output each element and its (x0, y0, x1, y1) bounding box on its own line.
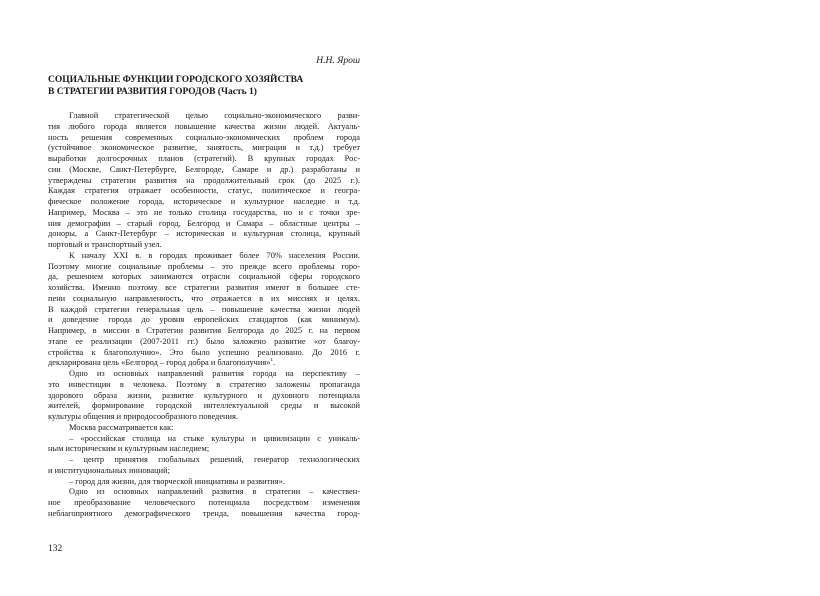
body-line: Каждая стратегия отражает особенности, статус, политическое и геогра- (48, 186, 360, 196)
list-item-line: – «российская столица на стыке культуры и цивилизации с уникаль- (69, 433, 360, 443)
article-body (48, 111, 360, 520)
body-line: (устойчивое экономическое развитие, занятость, миграция и т.д.) требует (48, 143, 360, 153)
body-line: Например, в миссии в Стратегии развития Белгорода до 2025 г. на первом (48, 326, 360, 335)
body-line: Одно из основных направлений развития города на перспективу – (69, 369, 360, 378)
body-line: выработки долгосрочных планов (стратегий). В крупных городах Рос- (48, 154, 360, 163)
body-line: ность решения современных социально-экономических проблем города (48, 132, 360, 142)
body-line: стройства к благополучию». Это было успешно реализовано. До 2016 г. (48, 347, 360, 357)
article-title-line: В СТРАТЕГИИ РАЗВИТИЯ ГОРОДОВ (Часть 1) (48, 86, 257, 97)
article-title (48, 75, 360, 98)
list-item-line: ным историческим и культурным наследием; (48, 444, 210, 454)
body-line: Москва рассматривается как: (69, 422, 174, 432)
list-item-line: и институциональных инноваций; (48, 465, 170, 475)
body-line: утверждены стратегии развития на продолжительный срок (до 2025 г.). (48, 175, 360, 185)
body-line: Одно из основных направлений развития в стратегии – качествен- (69, 487, 360, 497)
body-line: Например, Москва – это не только столица государства, но и с точки зре- (48, 207, 360, 217)
body-line: жителей, формирование городской интеллектуальной среды и высокой (48, 401, 360, 411)
body-line: культуры общения и природосообразного поведения. (48, 412, 238, 421)
body-line: пени социальную направленность, что отражается в их миссиях и целях. (48, 293, 360, 303)
body-line: Поэтому многие социальные проблемы – это прежде всего проблемы горо- (48, 261, 360, 271)
body-line: неблагоприятного демографического тренда, повышения качества город- (48, 508, 360, 518)
body-line: да, решением которых занимаются отрасли социальной сферы городского (48, 272, 360, 282)
body-line: ное преобразование человеческого потенциала посредством изменения (48, 498, 360, 507)
body-line: В каждой стратегии генеральная цель – повышение качества жизни людей (48, 304, 360, 314)
list-item-line: – центр принятия глобальных решений, генератор технологических (69, 455, 360, 464)
body-line: хозяйства. Именно поэтому все стратегии развития имеют в большее сте- (48, 283, 360, 292)
body-line: и доведение города до уровня европейских стандартов (как минимум). (48, 315, 360, 325)
running-head-author: Н.Н. Ярош (316, 56, 360, 66)
body-line: Главной стратегической целью социально-экономического разви- (69, 111, 360, 120)
body-line: портовый и транспортный узел. (48, 240, 162, 249)
body-line: К началу XXI в. в городах проживает более 70% населения России. (69, 250, 360, 260)
footnote-mark: 1 (270, 358, 274, 364)
body-line: это инвестиции в человека. Поэтому в стратегию заложены пропаганда (48, 379, 360, 389)
body-line: сии (Москве, Санкт-Петербурге, Белгороде, Самаре и др.) разработаны и (48, 164, 360, 174)
body-line: доноры, а Санкт-Петербург – историческая и культурная столица, крупный (48, 229, 360, 239)
body-line: здорового образа жизни, развитие культурного и духовного потенциала (48, 390, 360, 400)
page-number: 132 (48, 544, 63, 554)
list-item-line: – город для жизни, для творческой инициативы и развития». (69, 476, 285, 486)
body-line: фическое положение города, историческое и культурное наследие и т.д. (48, 197, 360, 206)
body-line-text: декларирована цель «Белгород – город добра и благополучия» (48, 358, 271, 368)
body-line-with-footnote: декларирована цель «Белгород – город добра и благополучия»$^1$. (48, 358, 276, 368)
article-title-line: СОЦИАЛЬНЫЕ ФУНКЦИИ ГОРОДСКОГО ХОЗЯЙСТВА (48, 75, 304, 85)
body-line: ния демографии – старый город, Белгород и Самара – областные центры – (48, 218, 360, 228)
body-line: тия любого города является повышение качества жизни людей. Актуаль- (48, 121, 360, 131)
body-line: этапе ее реализации (2007-2011 гг.) было заложено развитие «от благоу- (48, 336, 360, 346)
